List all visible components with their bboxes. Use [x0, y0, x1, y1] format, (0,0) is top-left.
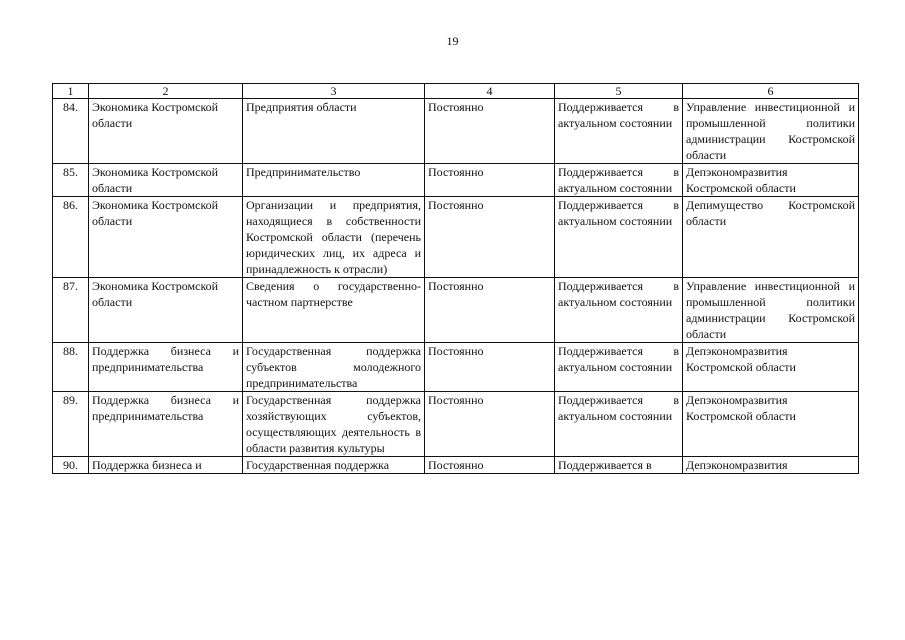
content-cell: Сведения о государственно-частном партнерстве — [243, 278, 425, 343]
owner-cell: Депэкономразвития Костромской области — [683, 343, 859, 392]
status-cell: Поддерживается в актуальном состоянии — [555, 164, 683, 197]
table-row — [53, 343, 859, 392]
period-cell: Постоянно — [425, 197, 555, 278]
period-cell: Постоянно — [425, 392, 555, 457]
content-cell: Предприятия области — [243, 99, 425, 164]
row-number: 87. — [53, 278, 89, 343]
content-cell: Государственная поддержка субъектов молодежного предпринимательства — [243, 343, 425, 392]
column-header-2: 2 — [89, 84, 243, 99]
period-cell: Постоянно — [425, 164, 555, 197]
period-cell: Постоянно — [425, 278, 555, 343]
column-header-5: 5 — [555, 84, 683, 99]
row-number: 85. — [53, 164, 89, 197]
content-cell: Государственная поддержка хозяйствующих субъектов, осуществляющих деятельность в области развития культуры — [243, 392, 425, 457]
period-cell: Постоянно — [425, 343, 555, 392]
topic-cell: Поддержка бизнеса и — [89, 457, 243, 474]
row-number: 88. — [53, 343, 89, 392]
status-cell: Поддерживается в актуальном состоянии — [555, 278, 683, 343]
table-row — [53, 197, 859, 278]
owner-cell: Управление инвестиционной и промышленной политики администрации Костромской области — [683, 278, 859, 343]
page-number: 19 — [446, 34, 459, 48]
status-cell: Поддерживается в — [555, 457, 683, 474]
status-cell: Поддерживается в актуальном состоянии — [555, 392, 683, 457]
row-number: 86. — [53, 197, 89, 278]
owner-cell: Депимущество Костромской области — [683, 197, 859, 278]
column-header-1: 1 — [53, 84, 89, 99]
owner-cell: Депэкономразвития Костромской области — [683, 164, 859, 197]
row-number: 89. — [53, 392, 89, 457]
topic-cell: Экономика Костромской области — [89, 164, 243, 197]
period-cell: Постоянно — [425, 99, 555, 164]
column-header-3: 3 — [243, 84, 425, 99]
content-cell: Предпринимательство — [243, 164, 425, 197]
owner-cell: Депэкономразвития Костромской области — [683, 392, 859, 457]
table-row — [53, 278, 859, 343]
table-row — [53, 457, 859, 474]
topic-cell: Экономика Костромской области — [89, 278, 243, 343]
topic-cell: Экономика Костромской области — [89, 99, 243, 164]
content-cell: Государственная поддержка — [243, 457, 425, 474]
status-cell: Поддерживается в актуальном состоянии — [555, 99, 683, 164]
status-cell: Поддерживается в актуальном состоянии — [555, 343, 683, 392]
table-row — [53, 99, 859, 164]
content-cell: Организации и предприятия, находящиеся в собственности Костромской области (перечень юридических лиц, их адреса и принадлежность к отрасли) — [243, 197, 425, 278]
column-header-6: 6 — [683, 84, 859, 99]
row-number: 84. — [53, 99, 89, 164]
table-row — [53, 164, 859, 197]
owner-cell: Управление инвестиционной и промышленной политики администрации Костромской области — [683, 99, 859, 164]
topic-cell: Экономика Костромской области — [89, 197, 243, 278]
table-row — [53, 392, 859, 457]
topic-cell: Поддержка бизнеса и предпринимательства — [89, 392, 243, 457]
records-table — [52, 83, 859, 474]
table-header-row — [53, 84, 859, 99]
status-cell: Поддерживается в актуальном состоянии — [555, 197, 683, 278]
topic-cell: Поддержка бизнеса и предпринимательства — [89, 343, 243, 392]
row-number: 90. — [53, 457, 89, 474]
period-cell: Постоянно — [425, 457, 555, 474]
column-header-4: 4 — [425, 84, 555, 99]
owner-cell: Депэкономразвития — [683, 457, 859, 474]
